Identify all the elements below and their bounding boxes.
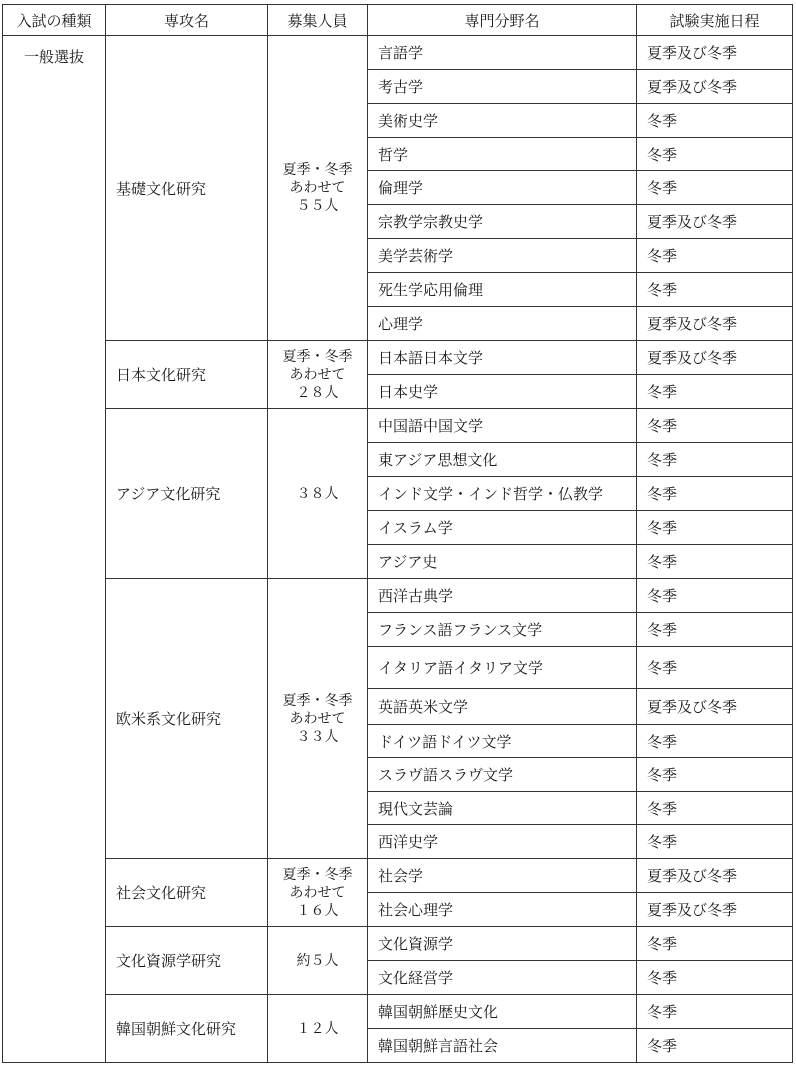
schedule-cell: 冬季: [637, 758, 793, 792]
schedule-cell: 夏季及び冬季: [637, 341, 793, 375]
schedule-cell: 冬季: [637, 511, 793, 545]
capacity-line: 約５人: [296, 952, 339, 969]
field-name-cell: 心理学: [368, 307, 637, 341]
field-name-cell: 東アジア思想文化: [368, 443, 637, 477]
field-name-cell: 中国語中国文学: [368, 409, 637, 443]
major-name-cell: 日本文化研究: [106, 341, 268, 409]
schedule-cell: 冬季: [637, 579, 793, 613]
field-name-cell: 日本史学: [368, 375, 637, 409]
capacity-line: 夏季・冬季: [282, 348, 353, 365]
capacity-line: ２８人: [296, 384, 339, 401]
table-row: [3, 995, 793, 1029]
capacity-line: あわせて: [289, 884, 346, 901]
major-name-cell: 基礎文化研究: [106, 36, 268, 341]
header-row: [3, 5, 793, 36]
schedule-cell: 冬季: [637, 104, 793, 138]
schedule-cell: 冬季: [637, 138, 793, 171]
schedule-cell: 夏季及び冬季: [637, 859, 793, 893]
field-name-cell: 考古学: [368, 70, 637, 104]
major-name-cell: アジア文化研究: [106, 409, 268, 579]
schedule-cell: 冬季: [637, 375, 793, 409]
major-name-cell: 文化資源学研究: [106, 927, 268, 995]
major-name-cell: 韓国朝鮮文化研究: [106, 995, 268, 1063]
header-major: 専攻名: [106, 5, 268, 36]
schedule-cell: 冬季: [637, 239, 793, 273]
table-row: [3, 341, 793, 375]
schedule-cell: 冬季: [637, 171, 793, 205]
schedule-cell: 冬季: [637, 725, 793, 758]
field-name-cell: 西洋史学: [368, 825, 637, 859]
header-schedule: 試験実施日程: [637, 5, 793, 36]
schedule-cell: 夏季及び冬季: [637, 689, 793, 725]
schedule-cell: 冬季: [637, 792, 793, 825]
schedule-cell: 冬季: [637, 273, 793, 307]
capacity-line: 夏季・冬季: [282, 866, 353, 883]
schedule-cell: 夏季及び冬季: [637, 205, 793, 239]
field-name-cell: 哲学: [368, 138, 637, 171]
capacity-cell: [268, 579, 368, 859]
field-name-cell: 社会学: [368, 859, 637, 893]
field-name-cell: 宗教学宗教史学: [368, 205, 637, 239]
schedule-cell: 夏季及び冬季: [637, 36, 793, 70]
header-exam-type: 入試の種類: [3, 5, 106, 36]
schedule-cell: 冬季: [637, 545, 793, 579]
schedule-cell: 冬季: [637, 927, 793, 961]
capacity-line: 夏季・冬季: [282, 692, 353, 709]
field-name-cell: 文化経営学: [368, 961, 637, 995]
header-field: 専門分野名: [368, 5, 637, 36]
schedule-cell: 冬季: [637, 647, 793, 689]
capacity-cell: [268, 36, 368, 341]
schedule-cell: 夏季及び冬季: [637, 893, 793, 927]
field-name-cell: スラヴ語スラヴ文学: [368, 758, 637, 792]
field-name-cell: 社会心理学: [368, 893, 637, 927]
capacity-cell: [268, 859, 368, 927]
table-row: [3, 859, 793, 893]
field-name-cell: ドイツ語ドイツ文学: [368, 725, 637, 758]
field-name-cell: アジア史: [368, 545, 637, 579]
field-name-cell: 言語学: [368, 36, 637, 70]
capacity-cell: [268, 409, 368, 579]
table-row: [3, 927, 793, 961]
capacity-line: 夏季・冬季: [282, 162, 353, 178]
schedule-cell: 冬季: [637, 961, 793, 995]
table-row: [3, 36, 793, 70]
capacity-cell: [268, 927, 368, 995]
capacity-line: あわせて: [289, 710, 346, 727]
exam-type-cell: 一般選抜: [3, 36, 106, 1063]
field-name-cell: イタリア語イタリア文学: [368, 647, 637, 689]
capacity-line: あわせて: [289, 180, 346, 196]
schedule-cell: 冬季: [637, 825, 793, 859]
header-capacity: 募集人員: [268, 5, 368, 36]
table-body: [3, 36, 793, 1063]
schedule-cell: 冬季: [637, 1029, 793, 1063]
schedule-cell: 冬季: [637, 613, 793, 647]
admission-table: [2, 4, 793, 1063]
schedule-cell: 冬季: [637, 443, 793, 477]
capacity-line: １２人: [296, 1020, 339, 1037]
capacity-cell: [268, 341, 368, 409]
field-name-cell: 死生学応用倫理: [368, 273, 637, 307]
major-name-cell: 欧米系文化研究: [106, 579, 268, 859]
major-name-cell: 社会文化研究: [106, 859, 268, 927]
schedule-cell: 夏季及び冬季: [637, 70, 793, 104]
table-row: [3, 409, 793, 443]
capacity-line: ３３人: [296, 728, 339, 745]
field-name-cell: 美学芸術学: [368, 239, 637, 273]
capacity-line: あわせて: [289, 366, 346, 383]
field-name-cell: 倫理学: [368, 171, 637, 205]
capacity-line: ３８人: [296, 485, 339, 502]
schedule-cell: 冬季: [637, 409, 793, 443]
field-name-cell: 英語英米文学: [368, 689, 637, 725]
field-name-cell: 日本語日本文学: [368, 341, 637, 375]
field-name-cell: フランス語フランス文学: [368, 613, 637, 647]
field-name-cell: 文化資源学: [368, 927, 637, 961]
field-name-cell: 美術史学: [368, 104, 637, 138]
capacity-line: ５５人: [296, 198, 339, 214]
field-name-cell: 西洋古典学: [368, 579, 637, 613]
field-name-cell: 韓国朝鮮言語社会: [368, 1029, 637, 1063]
table-row: [3, 579, 793, 613]
field-name-cell: イスラム学: [368, 511, 637, 545]
capacity-cell: [268, 995, 368, 1063]
field-name-cell: 現代文芸論: [368, 792, 637, 825]
field-name-cell: 韓国朝鮮歴史文化: [368, 995, 637, 1029]
schedule-cell: 冬季: [637, 477, 793, 511]
schedule-cell: 夏季及び冬季: [637, 307, 793, 341]
field-name-cell: インド文学・インド哲学・仏教学: [368, 477, 637, 511]
capacity-line: １６人: [296, 902, 339, 919]
schedule-cell: 冬季: [637, 995, 793, 1029]
